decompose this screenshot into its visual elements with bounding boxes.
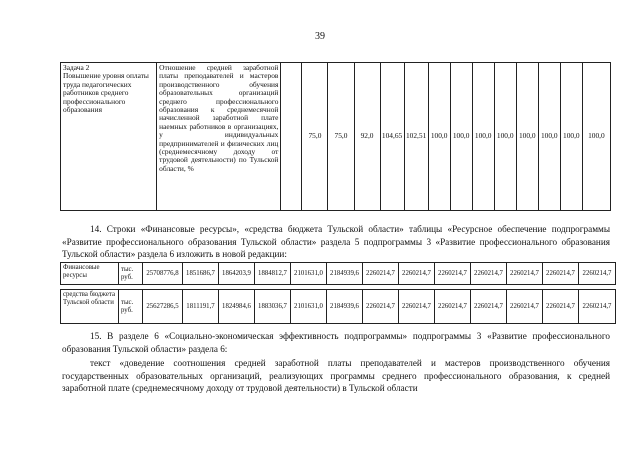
indicator-value: 92,0 — [354, 63, 380, 211]
resources-value: 2260214,7 — [543, 263, 579, 285]
resources-value: 2101631,0 — [291, 263, 327, 285]
task-indicator-table — [60, 62, 611, 211]
indicator-value: 75,0 — [328, 63, 354, 211]
resources-value: 2260214,7 — [363, 263, 399, 285]
indicator-value: 100,0 — [560, 63, 582, 211]
indicator-value: 100,0 — [472, 63, 494, 211]
indicator-value: 104,65 — [380, 63, 404, 211]
paragraph-15: 15. В разделе 6 «Социально-экономическая эффективность подпрограммы» подпрограммы 3 «Развитие профессионального образования Тульской области» раздела 6: — [62, 331, 610, 354]
resources-value: 2260214,7 — [435, 263, 471, 285]
resources-label: Финансовые ресурсы — [61, 263, 119, 285]
budget-value: 2260214,7 — [579, 290, 616, 324]
indicator-value: 100,0 — [428, 63, 450, 211]
resources-value: 2260214,7 — [399, 263, 435, 285]
resources-table — [60, 262, 616, 285]
resources-value: 1864203,9 — [219, 263, 255, 285]
indicator-value: 102,51 — [404, 63, 428, 211]
budget-value: 1824984,6 — [219, 290, 255, 324]
budget-value: 2260214,7 — [363, 290, 399, 324]
budget-value: 25627286,5 — [143, 290, 183, 324]
resources-value: 2184939,6 — [327, 263, 363, 285]
budget-value: 2260214,7 — [399, 290, 435, 324]
budget-value: 2184939,6 — [327, 290, 363, 324]
budget-value: 2260214,7 — [471, 290, 507, 324]
budget-value: 1883036,7 — [255, 290, 291, 324]
budget-value: 1811191,7 — [183, 290, 219, 324]
indicator-value: 100,0 — [494, 63, 516, 211]
indicator-value: 100,0 — [516, 63, 538, 211]
indicator-value: 75,0 — [302, 63, 328, 211]
budget-label: средства бюджета Тульской области — [61, 290, 119, 324]
resources-value: 25708776,8 — [143, 263, 183, 285]
indicator-description: Отношение средней заработной платы преподавателей и мастеров производственного обучения образовательных организаций среднего профессионального образования к среднемесячной начисленной заработной плате наемных работников в организациях, у индивидуальных предпринимателей и физических лиц (среднемесячному доходу от трудовой деятельности) по Тульской области, % — [157, 63, 281, 211]
resources-value: 2260214,7 — [471, 263, 507, 285]
paragraph-text: текст «доведение соотношения средней заработной платы преподавателей и мастеров производственного обучения государственных образовательных организаций, реализующих программы среднего профессионального образования, к средней заработной плате (среднемесячному доходу от трудовой деятельности) в Тульской области — [62, 358, 610, 394]
resources-value: 1884812,7 — [255, 263, 291, 285]
resources-value: 2260214,7 — [507, 263, 543, 285]
indicator-value: 100,0 — [582, 63, 610, 211]
budget-value: 2260214,7 — [543, 290, 579, 324]
page-number: 39 — [315, 31, 325, 42]
empty-cell — [281, 63, 302, 211]
budget-value: 2260214,7 — [435, 290, 471, 324]
paragraph-14: 14. Строки «Финансовые ресурсы», «средства бюджета Тульской области» таблицы «Ресурсное обеспечение подпрограммы «Развитие профессионального образования Тульской области» раздела 5 подпрограммы 3 «Развитие профессионального образования Тульской области» раздела 6 изложить в новой редакции: — [62, 224, 610, 260]
budget-table — [60, 289, 616, 324]
budget-unit: тыс. руб. — [119, 290, 143, 324]
resources-unit: тыс. руб. — [119, 263, 143, 285]
resources-value: 1851686,7 — [183, 263, 219, 285]
task-label: Задача 2 Повышение уровня оплаты труда педагогических работников среднего профессионального образования — [61, 63, 157, 211]
indicator-value: 100,0 — [450, 63, 472, 211]
budget-value: 2101631,0 — [291, 290, 327, 324]
budget-value: 2260214,7 — [507, 290, 543, 324]
indicator-value: 100,0 — [538, 63, 560, 211]
resources-value: 2260214,7 — [579, 263, 616, 285]
